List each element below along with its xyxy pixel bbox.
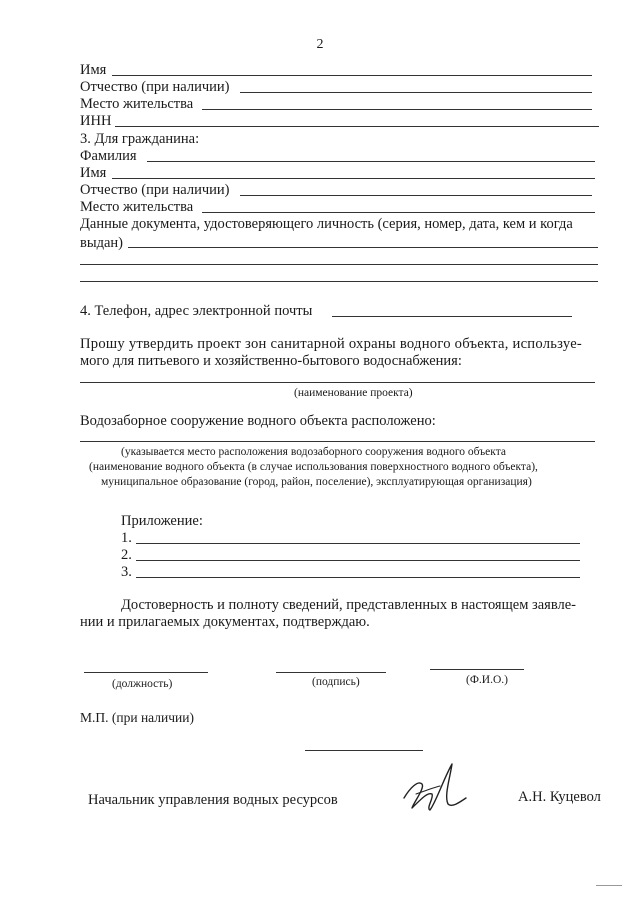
field-surname[interactable]	[147, 161, 595, 162]
field-name[interactable]	[112, 75, 592, 76]
attachment-3-label: 3.	[121, 564, 132, 580]
field-attachment-2[interactable]	[136, 560, 580, 561]
caption-intake-line2: (наименование водного объекта (в случае использования поверхностного водного объекта),	[89, 461, 538, 473]
field-date[interactable]	[305, 750, 423, 751]
request-text-line2: мого для питьевого и хозяйственно-бытового водоснабжения:	[80, 353, 462, 369]
intake-title: Водозаборное сооружение водного объекта расположено:	[80, 413, 436, 429]
field-attachment-1[interactable]	[136, 543, 580, 544]
field-citizen-patronymic[interactable]	[240, 195, 592, 196]
handwritten-signature	[392, 758, 472, 820]
attachment-2-label: 2.	[121, 547, 132, 563]
field-position[interactable]	[84, 672, 208, 673]
field-intake-location[interactable]	[80, 441, 595, 442]
label-name: Имя	[80, 62, 107, 78]
page-number: 2	[316, 37, 324, 52]
label-citizen-patronymic: Отчество (при наличии)	[80, 182, 230, 198]
label-inn: ИНН	[80, 113, 112, 129]
field-attachment-3[interactable]	[136, 577, 580, 578]
caption-position: (должность)	[112, 678, 173, 690]
field-fio[interactable]	[430, 669, 524, 670]
footer-name: А.Н. Куцевол	[518, 789, 601, 805]
field-signature[interactable]	[276, 672, 386, 673]
field-id-document-line3[interactable]	[80, 281, 598, 282]
confirmation-line1: Достоверность и полноту сведений, представленных в настоящем заявле-	[121, 597, 576, 613]
label-citizen-residence: Место жительства	[80, 199, 194, 215]
label-residence: Место жительства	[80, 96, 194, 112]
label-id-document-issued: выдан)	[80, 235, 123, 251]
field-id-document[interactable]	[128, 247, 598, 248]
label-contacts: 4. Телефон, адрес электронной почты	[80, 303, 313, 319]
caption-project-name: (наименование проекта)	[294, 387, 413, 399]
field-project-name[interactable]	[80, 382, 595, 383]
field-citizen-name[interactable]	[112, 178, 595, 179]
field-contacts[interactable]	[332, 316, 572, 317]
page-edge-mark	[596, 885, 622, 886]
section-citizen-header: 3. Для гражданина:	[80, 131, 200, 147]
label-id-document: Данные документа, удостоверяющего личность (серия, номер, дата, кем и когда	[80, 216, 573, 232]
label-patronymic: Отчество (при наличии)	[80, 79, 230, 95]
caption-signature: (подпись)	[312, 676, 360, 688]
caption-fio: (Ф.И.О.)	[466, 674, 508, 686]
field-id-document-line2[interactable]	[80, 264, 598, 265]
caption-intake-line1: (указывается место расположения водозаборного сооружения водного объекта	[121, 446, 506, 458]
field-residence[interactable]	[202, 109, 592, 110]
field-patronymic[interactable]	[240, 92, 592, 93]
footer-title: Начальник управления водных ресурсов	[88, 792, 338, 808]
request-text-line1: Прошу утвердить проект зон санитарной охраны водного объекта, используе-	[80, 336, 583, 352]
stamp-label: М.П. (при наличии)	[80, 710, 194, 725]
label-citizen-name: Имя	[80, 165, 107, 181]
confirmation-line2: нии и прилагаемых документах, подтверждаю.	[80, 614, 370, 630]
attachment-1-label: 1.	[121, 530, 132, 546]
caption-intake-line3: муниципальное образование (город, район, поселение), эксплуатирующая организация)	[101, 476, 532, 488]
label-surname: Фамилия	[80, 148, 137, 164]
field-citizen-residence[interactable]	[202, 212, 595, 213]
field-inn[interactable]	[115, 126, 599, 127]
attachments-title: Приложение:	[121, 513, 203, 529]
